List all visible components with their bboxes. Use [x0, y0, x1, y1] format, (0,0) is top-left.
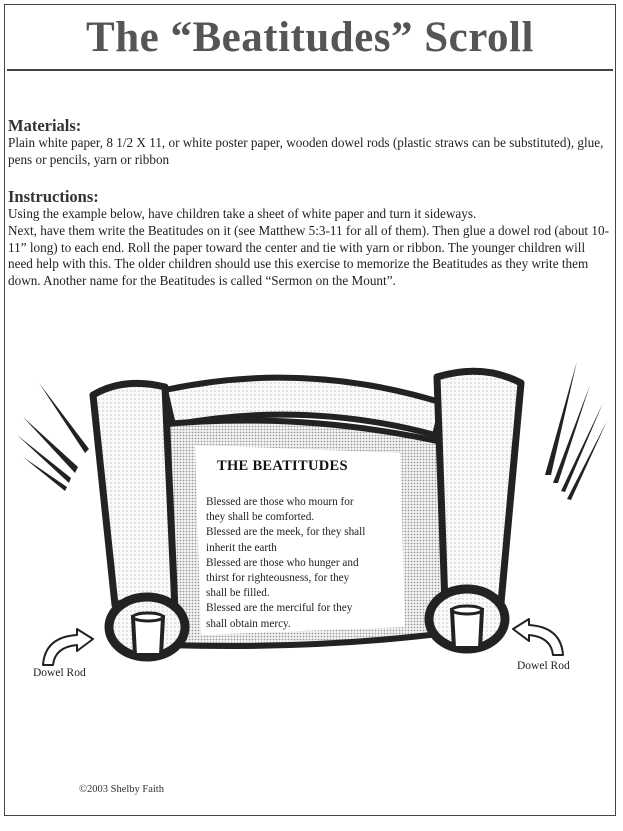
dowel-rod-label-right: Dowel Rod [517, 660, 570, 672]
page-title: The “Beatitudes” Scroll [86, 14, 534, 61]
beatitude-line: thirst for righteousness, for they [206, 572, 350, 585]
materials-heading: Materials: [8, 116, 82, 135]
instructions-line-1: Using the example below, have children take a sheet of white paper and turn it sideways. [8, 206, 477, 221]
beatitude-line: they shall be comforted. [206, 511, 315, 524]
motion-lines-left [17, 383, 89, 491]
materials-description: Plain white paper, 8 1/2 X 11, or white poster paper, wooden dowel rods (plastic straws can be substituted), glue, pens or pencils, yarn or ribbon [8, 135, 604, 167]
beatitude-line: Blessed are those who hunger and [206, 556, 359, 569]
instructions-line-2: Next, have them write the Beatitudes on it (see Matthew 5:3-11 for all of them). Then glue a dowel rod (about 10-11” long) to each end. Roll the paper toward the center and tie with yarn or ribbon. The younger children will need help with this. The older children should use this exercise to memorize the Beatitudes as they write them down. Another name for the Beatitudes is called “Sermon on the Mount”. [8, 222, 609, 289]
scroll-heading: THE BEATITUDES [217, 458, 348, 474]
beatitude-line: shall be filled. [206, 587, 270, 600]
beatitude-line: Blessed are those who mourn for [206, 496, 354, 508]
copyright-notice: ©2003 Shelby Faith [79, 784, 164, 795]
right-arrow-icon [513, 619, 563, 655]
beatitude-line: Blessed are the merciful for they [206, 602, 353, 615]
motion-lines-right [545, 361, 607, 500]
dowel-rod-label-left: Dowel Rod [33, 667, 86, 679]
instructions-heading: Instructions: [8, 187, 99, 206]
beatitude-line: Blessed are the meek, for they shall [206, 526, 366, 539]
beatitude-line: inherit the earth [206, 541, 277, 554]
worksheet-page [4, 4, 616, 816]
beatitudes-text [206, 495, 402, 632]
left-arrow-icon [43, 629, 93, 665]
scroll-illustration [5, 5, 617, 817]
beatitude-line: shall obtain mercy. [206, 617, 291, 630]
